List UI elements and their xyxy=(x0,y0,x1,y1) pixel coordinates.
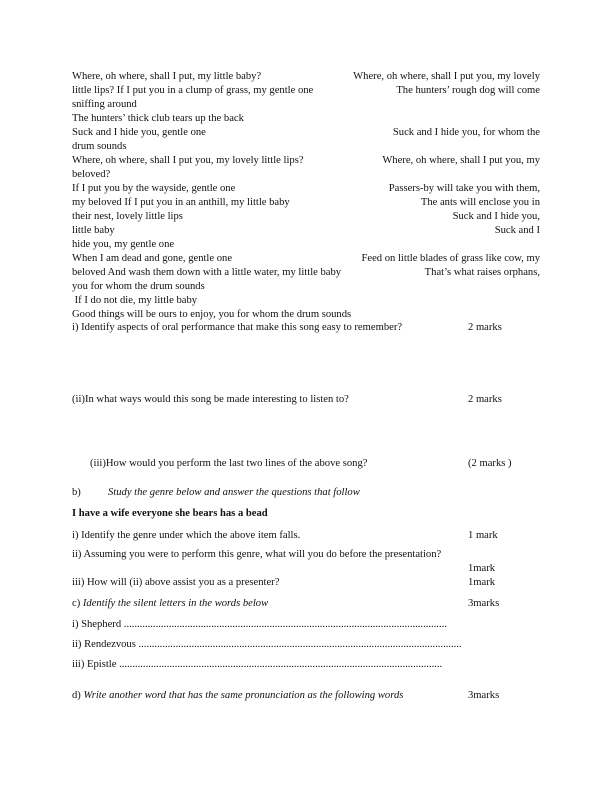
poem-line xyxy=(72,224,540,237)
poem-line xyxy=(72,266,540,279)
poem-line xyxy=(72,182,540,195)
poem-line-left: hide you, my gentle one xyxy=(72,239,175,250)
poem-line xyxy=(72,252,540,265)
section-b-heading: b) Study the genre below and answer the questions that follow xyxy=(72,487,360,498)
poem-line-right: Suck and I hide you, xyxy=(452,211,540,222)
marks: 2 marks xyxy=(468,394,502,405)
poem-line-left: Where, oh where, shall I put you, my lovely little lips? xyxy=(72,155,304,166)
marks: 2 marks xyxy=(468,322,502,333)
poem-line-left: The hunters’ thick club tears up the back xyxy=(72,113,244,124)
question-3: (iii)How would you perform the last two lines of the above song? (2 marks ) xyxy=(90,458,512,469)
poem-line-left: If I put you by the wayside, gentle one xyxy=(72,183,236,194)
marks: 1 mark xyxy=(468,530,498,541)
poem-line xyxy=(72,280,540,293)
poem-line-left: drum sounds xyxy=(72,141,127,152)
poem-line-right: Passers-by will take you with them, xyxy=(388,183,540,194)
word-rendezvous[interactable]: ii) Rendezvous .......................................................................................................................... xyxy=(72,639,462,650)
poem-line xyxy=(72,126,540,139)
poem-line-left: When I am dead and gone, gentle one xyxy=(72,253,233,264)
poem-line-left: little baby xyxy=(72,225,115,236)
poem-line-right: Where, oh where, shall I put you, my xyxy=(382,155,540,166)
poem-line-right: That’s what raises orphans, xyxy=(424,267,540,278)
section-c-heading: c) Identify the silent letters in the words below 3marks xyxy=(72,598,500,609)
poem-line-right: Feed on little blades of grass like cow, my xyxy=(361,253,540,264)
poem-line xyxy=(72,168,540,181)
poem-line-left: beloved And wash them down with a little water, my little baby xyxy=(72,267,342,278)
poem-line-left: sniffing around xyxy=(72,99,137,110)
poem-line xyxy=(72,84,540,97)
poem-line xyxy=(72,294,540,307)
poem-line xyxy=(72,98,540,111)
poem-line xyxy=(72,112,540,125)
poem-line-right: The ants will enclose you in xyxy=(420,197,540,208)
section-d-heading: d) Write another word that has the same pronunciation as the following words 3marks xyxy=(72,690,500,701)
question-b1: i) Identify the genre under which the above item falls. 1 mark xyxy=(72,530,498,541)
poem-line-left: Where, oh where, shall I put, my little baby? xyxy=(72,71,262,82)
marks: (2 marks ) xyxy=(468,458,512,469)
marks: 1mark xyxy=(468,577,496,588)
poem-line-right: Suck and I xyxy=(494,225,540,236)
poem-line-left: little lips? If I put you in a clump of grass, my gentle one xyxy=(72,85,314,96)
poem-line-left: my beloved If I put you in an anthill, my little baby xyxy=(72,197,290,208)
poem-line xyxy=(72,238,540,251)
word-epistle[interactable]: iii) Epistle .......................................................................................................................... xyxy=(72,659,443,670)
poem-line xyxy=(72,140,540,153)
poem-line-right: Suck and I hide you, for whom the xyxy=(392,127,540,138)
poem-line-left: you for whom the drum sounds xyxy=(72,281,205,292)
genre-title: I have a wife everyone she bears has a bead xyxy=(72,508,268,519)
question-2: (ii)In what ways would this song be made interesting to listen to? 2 marks xyxy=(72,394,502,405)
poem-line-left: Good things will be ours to enjoy, you for whom the drum sounds xyxy=(72,309,352,320)
question-b3: iii) How will (ii) above assist you as a presenter? 1mark xyxy=(72,577,496,588)
poem-line xyxy=(72,196,540,209)
question-1: i) Identify aspects of oral performance that make this song easy to remember? 2 marks xyxy=(72,322,502,333)
poem-line-left: beloved? xyxy=(72,169,111,180)
poem-line-right: The hunters’ rough dog will come xyxy=(396,85,540,96)
question-b2: ii) Assuming you were to perform this genre, what will you do before the presentation? xyxy=(72,549,442,560)
word-shepherd[interactable]: i) Shepherd .......................................................................................................................... xyxy=(72,619,447,630)
poem-line-left: If I do not die, my little baby xyxy=(72,295,198,306)
poem-line xyxy=(72,210,540,223)
poem-line xyxy=(72,154,540,167)
poem-line-left: Suck and I hide you, gentle one xyxy=(72,127,206,138)
poem-line xyxy=(72,308,540,321)
poem-line-right: Where, oh where, shall I put you, my lovely xyxy=(353,71,540,82)
poem-line-left: their nest, lovely little lips xyxy=(72,211,183,222)
poem-line xyxy=(72,70,540,83)
